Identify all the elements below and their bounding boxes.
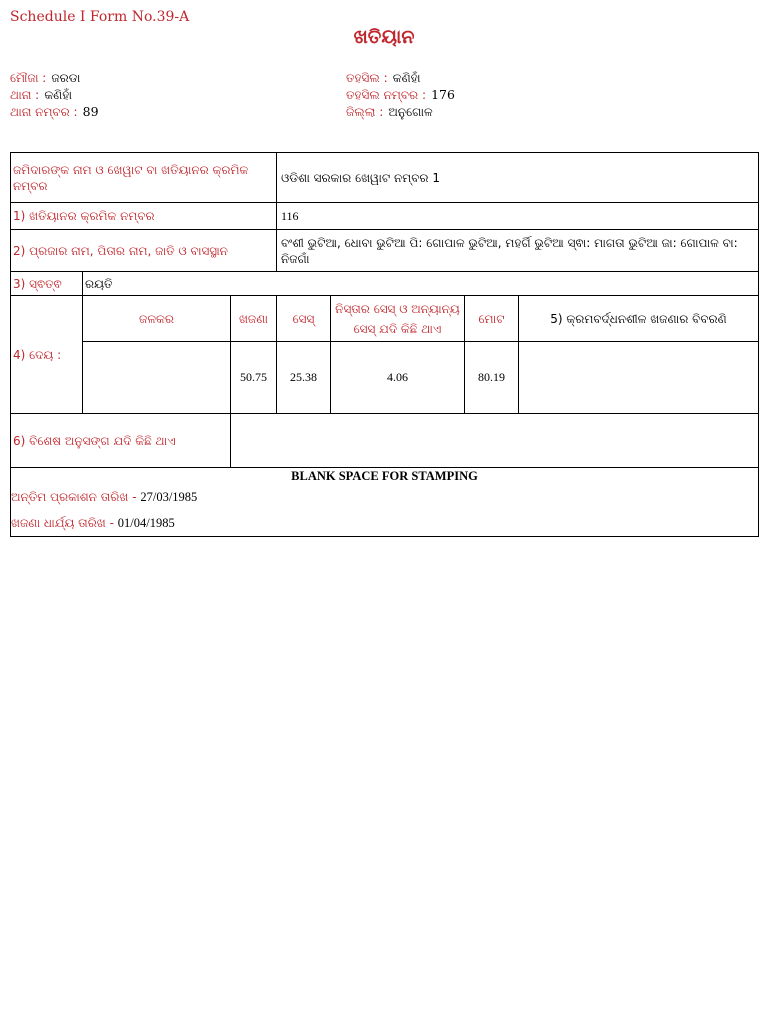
final-publication-date — [11, 489, 197, 505]
rent-fixation-label: ଖଜଣା ଧାର୍ଯ୍ୟ ତାରିଖ - — [11, 516, 114, 530]
tenant-value: ବଂଶୀ ଭୁଟିଆ, ଧୋବା ଭୁଟିଆ ପି: ଗୋପାଳ ଭୁଟିଆ, ମହର୍ଗି ଭୁଟିଆ ସ୍ଵା: ମାଗତା ଭୁଟିଆ ଜା: ଗୋପାଳ ବା: ନିଜଗାଁ — [277, 230, 759, 272]
rights-row — [11, 272, 759, 296]
tenant-row — [11, 230, 759, 272]
thana-label: ଥାନା : — [10, 88, 40, 102]
final-publication-value: 27/03/1985 — [140, 490, 198, 504]
stamp-title: BLANK SPACE FOR STAMPING — [291, 469, 478, 483]
form-number: Schedule I Form No.39-A — [10, 9, 190, 25]
landlord-row — [11, 153, 759, 203]
special-row — [11, 414, 759, 468]
khajana-header: ଖଜଣା — [231, 296, 277, 342]
nistar-value: 4.06 — [331, 342, 465, 414]
khatiyan-table — [10, 152, 759, 537]
district-label: ଜିଲ୍ଲା : — [346, 105, 384, 119]
mota-header: ମୋଟ — [465, 296, 519, 342]
jalakara-value — [83, 342, 231, 414]
nistar-header: ନିସ୍ତାର ସେସ୍ ଓ ଅନ୍ୟାନ୍ୟ ସେସ୍ ଯଦି କିଛି ଥାଏ — [331, 296, 465, 342]
kramabardhana-value — [519, 342, 759, 414]
header-left-3 — [10, 101, 99, 120]
rent-fixation-value: 01/04/1985 — [117, 516, 175, 530]
dues-header-row — [11, 296, 759, 342]
special-label: 6) ବିଶେଷ ଅନୁସଙ୍ଗ ଯଦି କିଛି ଥାଏ — [11, 414, 231, 468]
thana-value: କଣିହାଁ — [44, 88, 72, 102]
jalakara-header: ଜଳକର — [83, 296, 231, 342]
stamp-cell — [11, 468, 759, 537]
stamp-row — [11, 468, 759, 537]
tenant-label: 2) ପ୍ରଜାର ନାମ, ପିତାର ନାମ, ଜାତି ଓ ବାସସ୍ଥାନ — [11, 230, 277, 272]
tahasil-number-value: 176 — [431, 87, 455, 102]
page-title: ଖତିୟାନ — [353, 26, 415, 48]
ses-header: ସେସ୍ — [277, 296, 331, 342]
khatiyan-serial-row — [11, 203, 759, 230]
mouza-value: ଜରଡା — [51, 71, 81, 85]
tahasil-label: ତହସିଲ : — [346, 71, 388, 85]
mouza-label: ମୌଜା : — [10, 71, 47, 85]
special-value — [231, 414, 759, 468]
dues-label: 4) ଦେୟ : — [11, 296, 83, 414]
khatiyan-serial-label: 1) ଖତିୟାନର କ୍ରମିକ ନମ୍ବର — [11, 203, 277, 230]
tahasil-number-label: ତହସିଲ ନମ୍ବର : — [346, 88, 427, 102]
stamp-box — [11, 468, 758, 536]
ses-value: 25.38 — [277, 342, 331, 414]
rent-fixation-date — [11, 515, 175, 531]
khatiyan-serial-value: 116 — [277, 203, 759, 230]
district-value: ଅନୁଗୋଳ — [388, 105, 433, 119]
rights-value: ରୟତି — [83, 272, 759, 296]
rights-label: 3) ସ୍ଵତ୍ଵ — [11, 272, 83, 296]
landlord-label: ଜମିଦାରଙ୍କ ନାମ ଓ ଖେୱାଟ ବା ଖତିୟାନର କ୍ରମିକ ନମ୍ବର — [11, 153, 277, 203]
khajana-value: 50.75 — [231, 342, 277, 414]
dues-values-row — [11, 342, 759, 414]
final-publication-label: ଅନ୍ତିମ ପ୍ରକାଶନ ତାରିଖ - — [11, 490, 137, 504]
kramabardhana-header: 5) କ୍ରମବର୍ଦ୍ଧନଶୀଳ ଖଜଣାର ବିବରଣି — [519, 296, 759, 342]
landlord-value: ଓଡିଶା ସରକାର ଖେୱାଟ ନମ୍ବର 1 — [277, 153, 759, 203]
header-right-3 — [346, 101, 433, 120]
thana-number-value: 89 — [82, 104, 99, 119]
mota-value: 80.19 — [465, 342, 519, 414]
thana-number-label: ଥାନା ନମ୍ବର : — [10, 105, 78, 119]
tahasil-value: କଣିହାଁ — [392, 71, 421, 85]
